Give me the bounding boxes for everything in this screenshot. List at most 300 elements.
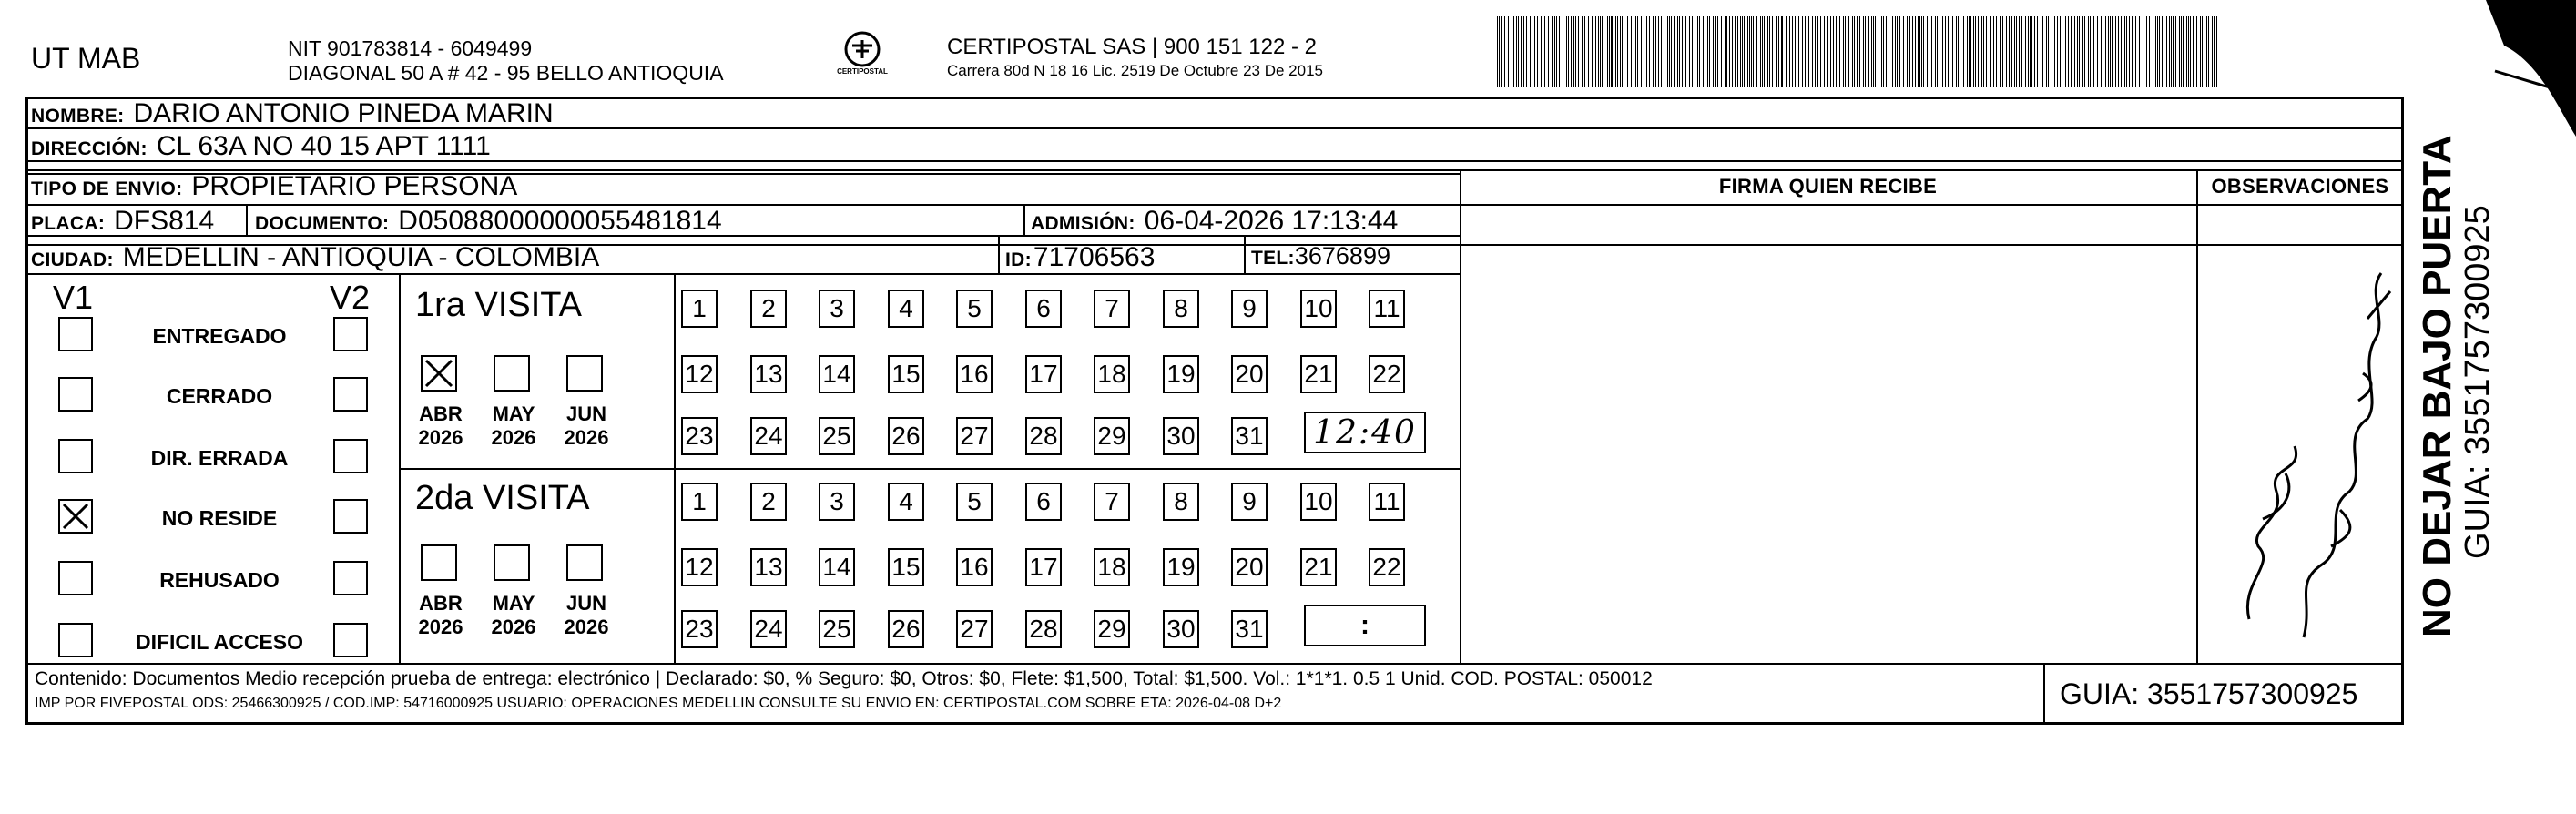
visit1-day-box[interactable]: 28 — [1025, 417, 1062, 455]
barcode-bar — [1588, 16, 1589, 87]
nombre-label: NOMBRE: — [31, 106, 125, 127]
barcode-bar — [1942, 16, 1943, 87]
barcode-bar — [2025, 16, 2026, 87]
barcode-bar — [1749, 16, 1750, 87]
visit2-day-box[interactable]: 31 — [1231, 610, 1268, 648]
barcode-bar — [1873, 16, 1874, 87]
visit2-day-box[interactable]: 30 — [1163, 610, 1199, 648]
barcode-bar — [1909, 16, 1910, 87]
barcode-bar — [1881, 16, 1882, 87]
footer-imp: IMP POR FIVEPOSTAL ODS: 25466300925 / COD.IMP: 54716000925 USUARIO: OPERACIONES MEDELLIN CONSULTE SU ENVIO EN: CERTIPOSTAL.COM SOBRE ETA: 2026-04-08 D+2 — [35, 696, 1282, 711]
visit1-time: 12:40 — [1313, 413, 1417, 452]
visit1-day-box[interactable]: 26 — [888, 417, 924, 455]
visit2-month-checkbox[interactable] — [494, 544, 530, 581]
barcode-bar — [1544, 16, 1545, 87]
barcode-bar — [1833, 16, 1834, 87]
barcode-bar — [1737, 16, 1738, 87]
v2-checkbox[interactable] — [333, 377, 368, 412]
visit2-year-label: 2026 — [418, 616, 463, 638]
barcode-bar — [1883, 16, 1884, 87]
barcode-bar — [2214, 16, 2215, 87]
visit1-day-box[interactable]: 1 — [681, 290, 718, 328]
v1-checkbox[interactable] — [58, 439, 93, 473]
visit1-day-box[interactable]: 22 — [1369, 355, 1405, 393]
barcode-bar — [1958, 16, 1959, 87]
barcode-bar — [1717, 16, 1718, 87]
barcode-bar — [1852, 16, 1853, 87]
barcode-bar — [1786, 16, 1787, 87]
barcode-bar — [1892, 16, 1893, 87]
admision-value: 06-04-2026 17:13:44 — [1144, 206, 1399, 236]
visit1-time-box[interactable] — [1304, 412, 1426, 453]
visit2-year-label: 2026 — [564, 616, 609, 638]
barcode-bar — [1963, 16, 1964, 87]
barcode-bar — [1854, 16, 1855, 87]
id-value: 71706563 — [1033, 242, 1156, 272]
barcode-bar — [1537, 16, 1538, 87]
barcode-bar — [1635, 16, 1636, 87]
barcode-bar — [2048, 16, 2049, 87]
barcode-bar — [1764, 16, 1765, 87]
barcode-bar — [1969, 16, 1970, 87]
barcode-bar — [2082, 16, 2083, 87]
barcode-bar — [1859, 16, 1860, 87]
barcode-bar — [1595, 16, 1596, 87]
barcode-bar — [1903, 16, 1904, 87]
visit1-day-box[interactable]: 20 — [1231, 355, 1268, 393]
visit1-day-box[interactable]: 2 — [750, 290, 787, 328]
barcode-bar — [2060, 16, 2061, 87]
barcode-bar — [1637, 16, 1638, 87]
barcode-bar — [1865, 16, 1866, 87]
barcode-bar — [2021, 16, 2022, 87]
tipo-envio-label: TIPO DE ENVIO: — [31, 178, 183, 199]
visit1-month-checkbox[interactable] — [494, 355, 530, 392]
visit2-day-box[interactable]: 20 — [1231, 548, 1268, 586]
barcode-bar — [1744, 16, 1745, 87]
barcode-bar — [1830, 16, 1831, 87]
documento-value: D05088000000055481814 — [398, 206, 722, 236]
certipostal-logo — [830, 27, 894, 93]
barcode-bar — [2077, 16, 2078, 87]
visit2-day-box[interactable]: 2 — [750, 483, 787, 521]
visit1-year-label: 2026 — [564, 426, 609, 449]
visit2-day-box[interactable]: 6 — [1025, 483, 1062, 521]
visit1-day-box[interactable]: 19 — [1163, 355, 1199, 393]
visit1-day-box[interactable]: 4 — [888, 290, 924, 328]
observaciones-header: OBSERVACIONES — [2211, 175, 2389, 198]
barcode-bar — [1669, 16, 1670, 87]
barcode-bar — [1627, 16, 1628, 87]
barcode-bar — [2002, 16, 2003, 87]
visit1-day-box[interactable]: 7 — [1094, 290, 1130, 328]
barcode-bar — [2124, 16, 2125, 87]
barcode-bar — [1653, 16, 1654, 87]
barcode-bar — [1598, 16, 1599, 87]
visit1-day-box[interactable]: 31 — [1231, 417, 1268, 455]
barcode-bar — [1815, 16, 1816, 87]
barcode-bar — [2190, 16, 2191, 87]
barcode-bar — [2112, 16, 2113, 87]
barcode-bar — [2031, 16, 2032, 87]
barcode-bar — [1655, 16, 1656, 87]
visit2-day-box[interactable]: 27 — [956, 610, 993, 648]
barcode-bar — [1592, 16, 1593, 87]
barcode-bar — [1798, 16, 1799, 87]
barcode-bar — [1918, 16, 1919, 87]
barcode-bar — [2093, 16, 2094, 87]
visit2-day-box[interactable]: 1 — [681, 483, 718, 521]
v2-checkbox[interactable] — [333, 623, 368, 657]
barcode-bar — [1566, 16, 1567, 87]
barcode-bar — [2149, 16, 2150, 87]
barcode-bar — [1497, 16, 1498, 87]
visit2-day-box[interactable]: 16 — [956, 548, 993, 586]
visit2-day-box[interactable]: 13 — [750, 548, 787, 586]
visit1-month-checkbox[interactable] — [421, 355, 457, 392]
barcode-bar — [1978, 16, 1979, 87]
barcode-bar — [1735, 16, 1736, 87]
barcode-bar — [1871, 16, 1872, 87]
barcode-bar — [1986, 16, 1987, 87]
direccion-value: CL 63A NO 40 15 APT 1111 — [156, 131, 491, 161]
barcode-bar — [1615, 16, 1616, 87]
firma-header: FIRMA QUIEN RECIBE — [1718, 175, 1938, 198]
barcode-bar — [2105, 16, 2106, 87]
barcode-bar — [2097, 16, 2098, 87]
visit2-day-box[interactable]: 9 — [1231, 483, 1268, 521]
sender-address: DIAGONAL 50 A # 42 - 95 BELLO ANTIOQUIA — [288, 61, 724, 85]
visit2-title: 2da VISITA — [415, 479, 590, 517]
barcode-bar — [1513, 16, 1514, 87]
barcode-bar — [2000, 16, 2001, 87]
barcode-bar — [1721, 16, 1722, 87]
visit2-day-box[interactable]: 22 — [1369, 548, 1405, 586]
barcode-bar — [1756, 16, 1757, 87]
barcode-bar — [2202, 16, 2203, 87]
barcode-bar — [1521, 16, 1522, 87]
barcode-bar — [2088, 16, 2089, 87]
barcode-bar — [1993, 16, 1994, 87]
barcode-bar — [2132, 16, 2133, 87]
barcode-bar — [2171, 16, 2172, 87]
visit1-day-box[interactable]: 14 — [819, 355, 855, 393]
barcode-bar — [2108, 16, 2109, 87]
barcode-bar — [2090, 16, 2091, 87]
ciudad-value: MEDELLIN - ANTIOQUIA - COLOMBIA — [122, 242, 600, 272]
barcode-bar — [1973, 16, 1974, 87]
v2-checkbox[interactable] — [333, 317, 368, 351]
visit1-day-box[interactable]: 15 — [888, 355, 924, 393]
visit1-day-box[interactable]: 21 — [1300, 355, 1337, 393]
barcode-bar — [1778, 16, 1779, 87]
barcode-bar — [1559, 16, 1560, 87]
barcode-bar — [1646, 16, 1647, 87]
barcode-bar — [1895, 16, 1896, 87]
barcode-bar — [2155, 16, 2156, 87]
barcode-bar — [1747, 16, 1748, 87]
visit2-month-checkbox[interactable] — [421, 544, 457, 581]
visit2-day-box[interactable]: 28 — [1025, 610, 1062, 648]
visit1-month-checkbox[interactable] — [566, 355, 603, 392]
visit1-day-box[interactable]: 8 — [1163, 290, 1199, 328]
barcode-bar — [1518, 16, 1519, 87]
barcode-bar — [1516, 16, 1517, 87]
v2-checkbox[interactable] — [333, 499, 368, 534]
barcode-bar — [2110, 16, 2111, 87]
visit1-month-label: ABR — [419, 402, 463, 425]
barcode-bar — [1571, 16, 1572, 87]
barcode-bar — [1667, 16, 1668, 87]
barcode-bar — [1671, 16, 1672, 87]
visit1-day-box[interactable]: 9 — [1231, 290, 1268, 328]
visit1-day-box[interactable]: 25 — [819, 417, 855, 455]
barcode-bar — [1845, 16, 1846, 87]
visit2-day-box[interactable]: 21 — [1300, 548, 1337, 586]
barcode-bar — [1617, 16, 1618, 87]
barcode-bar — [1990, 16, 1991, 87]
barcode-bar — [1996, 16, 1997, 87]
status-label: REHUSADO — [159, 568, 280, 592]
visit2-day-box[interactable]: 23 — [681, 610, 718, 648]
barcode-bar — [1967, 16, 1968, 87]
visit2-day-box[interactable]: 17 — [1025, 548, 1062, 586]
visit2-day-box[interactable]: 10 — [1300, 483, 1337, 521]
visit2-time: : — [1360, 610, 1369, 640]
placa-value: DFS814 — [114, 206, 215, 236]
barcode-bar — [1921, 16, 1922, 87]
status-label: ENTREGADO — [152, 324, 287, 348]
barcode-bar — [2200, 16, 2201, 87]
barcode-bar — [1937, 16, 1938, 87]
barcode-bar — [1501, 16, 1502, 87]
barcode-bar — [1649, 16, 1650, 87]
v1-checkbox[interactable] — [58, 623, 93, 657]
barcode-bar — [1848, 16, 1849, 87]
visit1-day-box[interactable]: 29 — [1094, 417, 1130, 455]
check-mark-icon — [60, 501, 91, 532]
barcode-bar — [1573, 16, 1574, 87]
barcode-bar — [1923, 16, 1924, 87]
company-name: CERTIPOSTAL SAS | 900 151 122 - 2 — [947, 35, 1317, 59]
barcode — [1495, 16, 2224, 87]
barcode-bar — [1795, 16, 1796, 87]
barcode-bar — [1568, 16, 1569, 87]
barcode-bar — [1868, 16, 1869, 87]
visit1-day-box[interactable]: 6 — [1025, 290, 1062, 328]
v1-checkbox[interactable] — [58, 317, 93, 351]
barcode-bar — [1789, 16, 1790, 87]
barcode-bar — [2042, 16, 2043, 87]
v2-checkbox[interactable] — [333, 439, 368, 473]
barcode-bar — [1935, 16, 1936, 87]
nombre-value: DARIO ANTONIO PINEDA MARIN — [133, 98, 554, 128]
barcode-bar — [1792, 16, 1793, 87]
barcode-bar — [1661, 16, 1662, 87]
barcode-bar — [1631, 16, 1632, 87]
visit1-day-box[interactable]: 5 — [956, 290, 993, 328]
visit2-day-box[interactable]: 4 — [888, 483, 924, 521]
barcode-bar — [1836, 16, 1837, 87]
barcode-bar — [1772, 16, 1773, 87]
v1-checkbox[interactable] — [58, 561, 93, 595]
barcode-bar — [1602, 16, 1603, 87]
barcode-bar — [1677, 16, 1678, 87]
barcode-bar — [2074, 16, 2075, 87]
barcode-bar — [1715, 16, 1716, 87]
barcode-bar — [1762, 16, 1763, 87]
barcode-bar — [2016, 16, 2017, 87]
barcode-bar — [1508, 16, 1509, 87]
barcode-bar — [2121, 16, 2122, 87]
barcode-bar — [1751, 16, 1752, 87]
barcode-bar — [1689, 16, 1690, 87]
sender-nit: NIT 901783814 - 6049499 — [288, 36, 533, 60]
barcode-bar — [2068, 16, 2069, 87]
visit2-month-label: JUN — [565, 592, 606, 615]
barcode-bar — [1927, 16, 1928, 87]
barcode-bar — [2146, 16, 2147, 87]
barcode-bar — [1820, 16, 1821, 87]
barcode-bar — [2057, 16, 2058, 87]
barcode-bar — [1713, 16, 1714, 87]
visit1-day-box[interactable]: 17 — [1025, 355, 1062, 393]
visit2-day-box[interactable]: 7 — [1094, 483, 1130, 521]
barcode-bar — [2126, 16, 2127, 87]
visit2-year-label: 2026 — [491, 616, 536, 638]
barcode-bar — [2186, 16, 2187, 87]
barcode-bar — [1584, 16, 1585, 87]
barcode-bar — [1523, 16, 1524, 87]
visit1-day-box[interactable]: 12 — [681, 355, 718, 393]
barcode-bar — [1956, 16, 1957, 87]
barcode-bar — [1769, 16, 1770, 87]
documento-label: DOCUMENTO: — [255, 213, 390, 234]
barcode-bar — [1575, 16, 1576, 87]
visit1-day-box[interactable]: 11 — [1369, 290, 1405, 328]
barcode-bar — [2157, 16, 2158, 87]
barcode-bar — [1554, 16, 1555, 87]
visit2-day-box[interactable]: 25 — [819, 610, 855, 648]
barcode-bar — [1729, 16, 1730, 87]
barcode-bar — [1682, 16, 1683, 87]
visit2-month-label: ABR — [419, 592, 463, 615]
v2-checkbox[interactable] — [333, 561, 368, 595]
recipient-signature — [2222, 219, 2395, 646]
barcode-bar — [1919, 16, 1920, 87]
barcode-bar — [1781, 16, 1783, 87]
visit1-day-box[interactable]: 27 — [956, 417, 993, 455]
barcode-bar — [2065, 16, 2066, 87]
visit2-day-box[interactable]: 5 — [956, 483, 993, 521]
visit1-day-box[interactable]: 24 — [750, 417, 787, 455]
v1-checkbox[interactable] — [58, 377, 93, 412]
visit1-month-label: JUN — [565, 402, 606, 425]
visit1-day-box[interactable]: 3 — [819, 290, 855, 328]
barcode-bar — [2188, 16, 2189, 87]
barcode-bar — [1530, 16, 1531, 87]
barcode-bar — [1812, 16, 1813, 87]
barcode-bar — [1725, 16, 1726, 87]
barcode-bar — [2173, 16, 2174, 87]
barcode-bar — [1709, 16, 1710, 87]
visit1-day-box[interactable]: 13 — [750, 355, 787, 393]
barcode-bar — [2115, 16, 2116, 87]
barcode-bar — [1611, 16, 1613, 87]
barcode-bar — [1753, 16, 1754, 87]
barcode-bar — [1692, 16, 1693, 87]
visit2-day-box[interactable]: 8 — [1163, 483, 1199, 521]
barcode-bar — [2181, 16, 2182, 87]
barcode-bar — [2014, 16, 2015, 87]
visit2-day-box[interactable]: 3 — [819, 483, 855, 521]
barcode-bar — [2084, 16, 2085, 87]
visit2-day-box[interactable]: 12 — [681, 548, 718, 586]
visit1-day-box[interactable]: 16 — [956, 355, 993, 393]
visit2-month-checkbox[interactable] — [566, 544, 603, 581]
visit2-day-box[interactable]: 14 — [819, 548, 855, 586]
visit2-day-box[interactable]: 29 — [1094, 610, 1130, 648]
visit2-time-box[interactable] — [1304, 605, 1426, 646]
barcode-bar — [1679, 16, 1680, 87]
visit1-day-box[interactable]: 10 — [1300, 290, 1337, 328]
barcode-bar — [1600, 16, 1601, 87]
barcode-bar — [1948, 16, 1949, 87]
barcode-bar — [1767, 16, 1768, 87]
visit2-day-box[interactable]: 11 — [1369, 483, 1405, 521]
barcode-bar — [2118, 16, 2119, 87]
barcode-bar — [1607, 16, 1608, 87]
barcode-bar — [1622, 16, 1623, 87]
visit1-day-box[interactable]: 23 — [681, 417, 718, 455]
barcode-bar — [1907, 16, 1908, 87]
visit2-day-box[interactable]: 15 — [888, 548, 924, 586]
barcode-bar — [1805, 16, 1806, 87]
visit2-day-box[interactable]: 26 — [888, 610, 924, 648]
barcode-bar — [1975, 16, 1976, 87]
footer-contents: Contenido: Documentos Medio recepción prueba de entrega: electrónico | Declarado: $0, % Seguro: $0, Otros: $0, Flete: $1,500, Total: $1,500. Vol.: 1*1*1. 0.5 1 Unid. COD. POSTAL: 050012 — [35, 668, 1653, 689]
barcode-bar — [1740, 16, 1741, 87]
status-label: CERRADO — [166, 384, 273, 408]
visit2-day-box[interactable]: 18 — [1094, 548, 1130, 586]
barcode-bar — [1827, 16, 1828, 87]
barcode-bar — [2159, 16, 2160, 87]
tel-label: TEL: — [1251, 248, 1295, 269]
status-label: DIR. ERRADA — [150, 446, 289, 470]
footer-guia: GUIA: 3551757300925 — [2060, 677, 2358, 710]
barcode-bar — [1578, 16, 1579, 87]
barcode-bar — [2162, 16, 2163, 87]
barcode-bar — [1534, 16, 1535, 87]
visit1-day-box[interactable]: 18 — [1094, 355, 1130, 393]
barcode-bar — [1526, 16, 1527, 87]
barcode-bar — [2166, 16, 2167, 87]
visit2-day-box[interactable]: 24 — [750, 610, 787, 648]
placa-label: PLACA: — [31, 213, 106, 234]
visit1-year-label: 2026 — [491, 426, 536, 449]
barcode-bar — [2009, 16, 2010, 87]
barcode-bar — [2054, 16, 2055, 87]
barcode-bar — [1863, 16, 1864, 87]
barcode-bar — [2071, 16, 2072, 87]
barcode-bar — [1843, 16, 1844, 87]
visit1-year-label: 2026 — [418, 426, 463, 449]
v1-checkbox[interactable] — [58, 499, 93, 534]
visit1-day-box[interactable]: 30 — [1163, 417, 1199, 455]
barcode-bar — [1674, 16, 1675, 87]
barcode-bar — [2129, 16, 2130, 87]
visit2-day-box[interactable]: 19 — [1163, 548, 1199, 586]
